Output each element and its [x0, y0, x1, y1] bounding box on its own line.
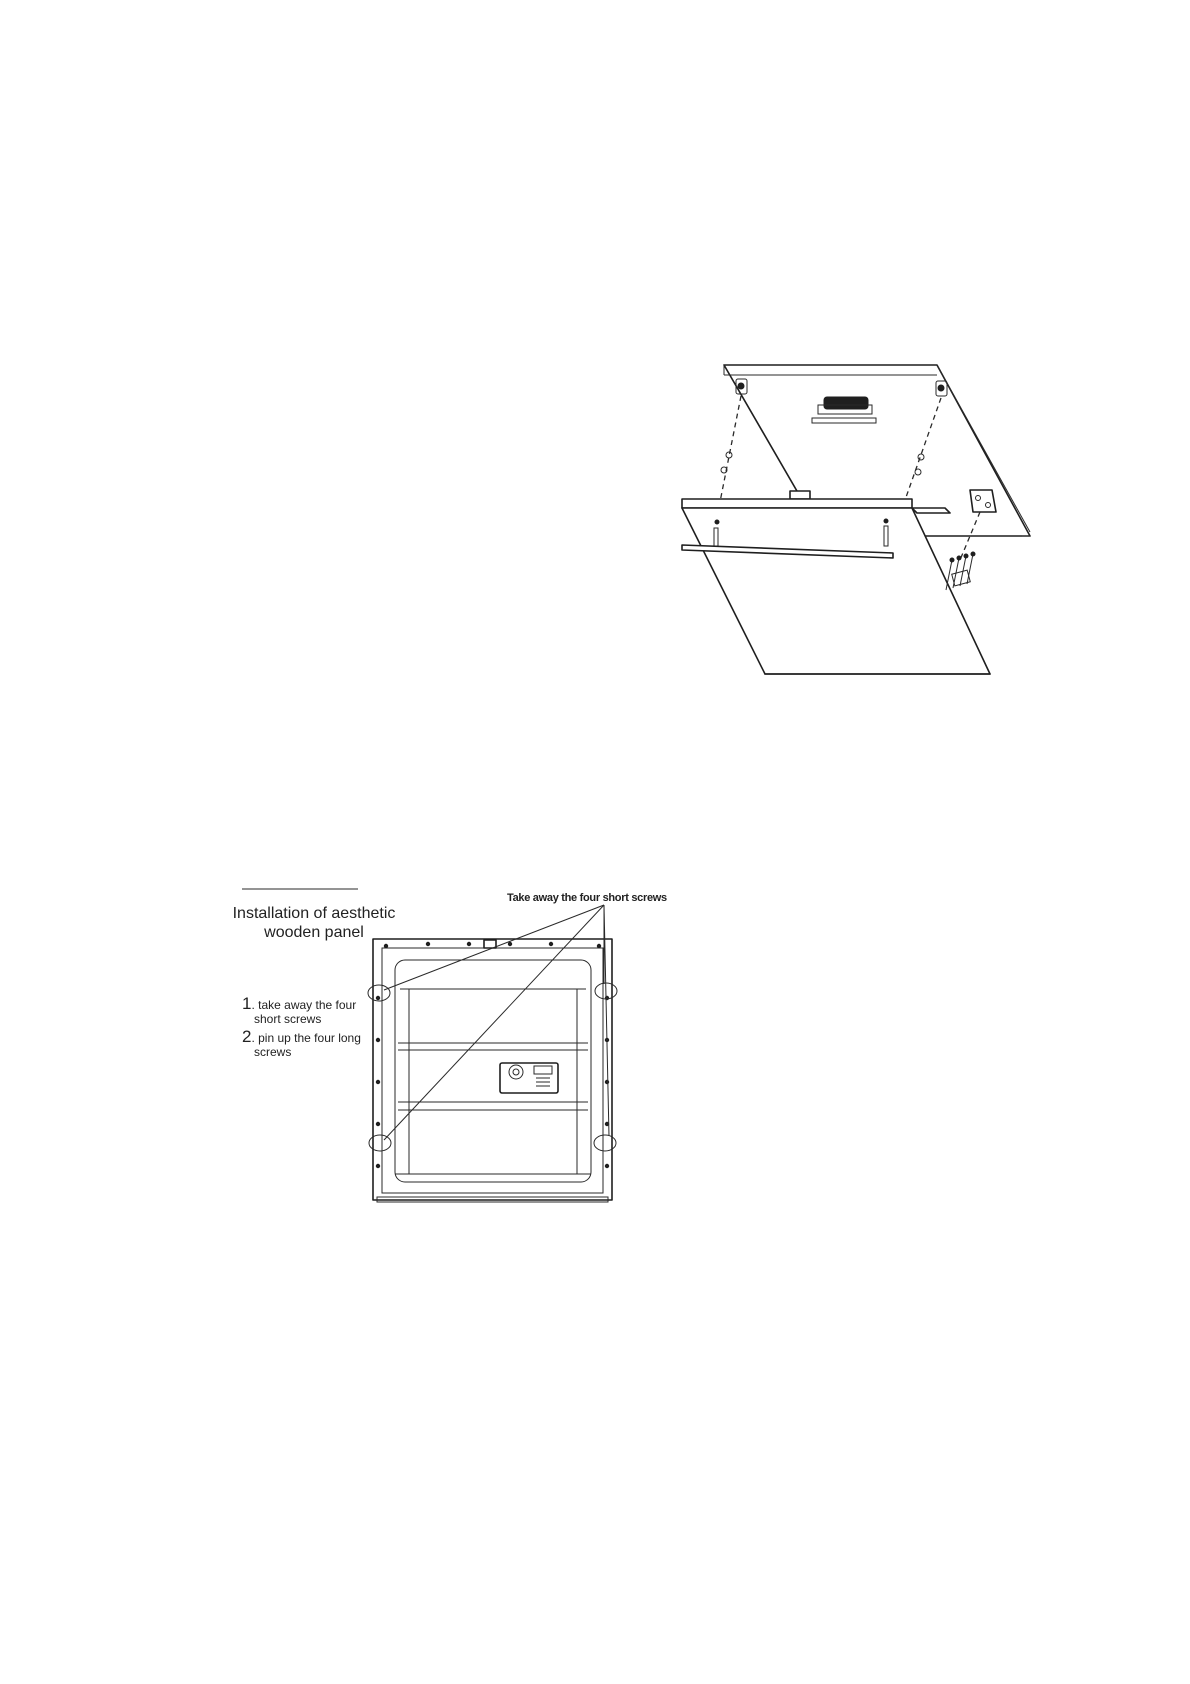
- door-latch: [484, 940, 496, 948]
- step-1: [242, 995, 356, 1013]
- step-1-text: . take away the four: [251, 998, 357, 1012]
- step-2-line2: screws: [254, 1045, 292, 1059]
- screw-callout-label: Take away the four short screws: [507, 892, 667, 904]
- step-2-text: . pin up the four long: [251, 1031, 361, 1045]
- step-1-line2: short screws: [254, 1012, 322, 1026]
- step-2: [242, 1028, 361, 1046]
- diagram-title-line2: wooden panel: [264, 924, 364, 941]
- detergent-dispenser: [500, 1063, 558, 1093]
- step-1-number: 1: [242, 994, 252, 1013]
- step-2-number: 2: [242, 1027, 252, 1046]
- diagram-title-line1: Installation of aesthetic: [232, 905, 396, 922]
